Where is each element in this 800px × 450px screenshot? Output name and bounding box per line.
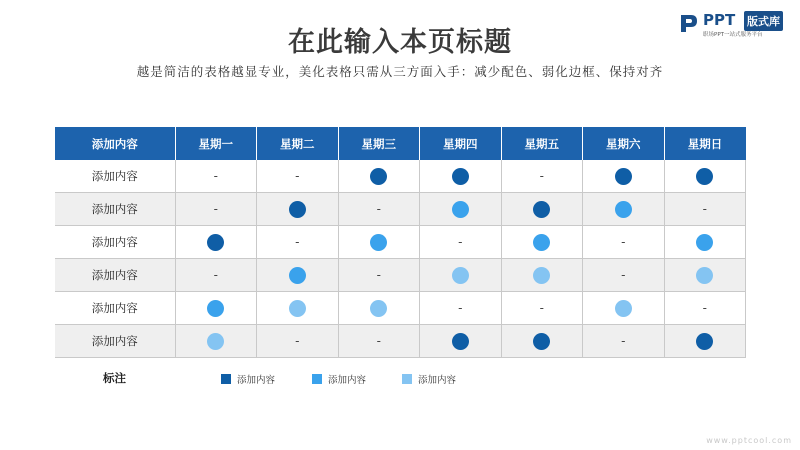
dash-marker: -	[702, 301, 707, 315]
table-cell	[583, 325, 665, 358]
table-cell	[257, 193, 339, 226]
row-label: 添加内容	[55, 259, 175, 292]
status-dot-l1	[533, 201, 550, 218]
table-header-row	[55, 127, 746, 160]
row-label: 添加内容	[55, 325, 175, 358]
ppt-logo-icon	[678, 12, 700, 34]
table-cell	[664, 325, 746, 358]
dash-marker: -	[213, 202, 218, 216]
status-dot-l2	[533, 234, 550, 251]
table-cell	[257, 292, 339, 325]
row-label: 添加内容	[55, 292, 175, 325]
row-label: 添加内容	[55, 193, 175, 226]
status-dot-l3	[696, 267, 713, 284]
table-cell	[175, 259, 257, 292]
status-dot-l3	[289, 300, 306, 317]
dash-marker: -	[458, 301, 463, 315]
legend-swatch	[402, 374, 412, 384]
status-dot-l2	[452, 201, 469, 218]
table-cell	[664, 226, 746, 259]
brand-logo	[678, 10, 796, 40]
legend-item-level1	[221, 372, 275, 386]
status-dot-l1	[615, 168, 632, 185]
schedule-table	[55, 127, 746, 358]
page-subtitle: 越是简洁的表格越显专业，美化表格只需从三方面入手：减少配色、弱化边框、保持对齐	[136, 64, 664, 79]
dash-marker: -	[458, 235, 463, 249]
table-cell	[338, 292, 420, 325]
status-dot-l1	[370, 168, 387, 185]
status-dot-l1	[696, 168, 713, 185]
table-cell	[420, 325, 502, 358]
table-cell	[420, 292, 502, 325]
table-cell	[338, 259, 420, 292]
column-header-day: 星期二	[257, 127, 339, 160]
table-cell	[257, 226, 339, 259]
table-cell	[664, 292, 746, 325]
table-cell	[257, 259, 339, 292]
row-label: 添加内容	[55, 226, 175, 259]
table-cell	[175, 325, 257, 358]
column-header-day: 星期三	[338, 127, 420, 160]
status-dot-l3	[615, 300, 632, 317]
table-cell	[664, 259, 746, 292]
dash-marker: -	[376, 334, 381, 348]
table-row	[55, 292, 746, 325]
table-cell	[420, 193, 502, 226]
dash-marker: -	[621, 334, 626, 348]
dash-marker: -	[295, 334, 300, 348]
table-cell	[583, 292, 665, 325]
status-dot-l2	[207, 300, 224, 317]
table-cell	[501, 259, 583, 292]
table-row	[55, 325, 746, 358]
dash-marker: -	[539, 169, 544, 183]
legend-swatch	[221, 374, 231, 384]
status-dot-l3	[370, 300, 387, 317]
table-cell	[583, 160, 665, 193]
table-cell	[420, 259, 502, 292]
legend-label: 添加内容	[328, 375, 367, 386]
dash-marker: -	[376, 202, 381, 216]
column-header-day: 星期四	[420, 127, 502, 160]
status-dot-l1	[207, 234, 224, 251]
status-dot-l3	[533, 267, 550, 284]
dash-marker: -	[376, 268, 381, 282]
dash-marker: -	[539, 301, 544, 315]
table-cell	[583, 193, 665, 226]
table-cell	[501, 160, 583, 193]
table-cell	[175, 292, 257, 325]
table-cell	[583, 226, 665, 259]
status-dot-l1	[452, 333, 469, 350]
table-row	[55, 160, 746, 193]
column-header-label: 添加内容	[55, 127, 175, 160]
row-label: 添加内容	[55, 160, 175, 193]
status-dot-l2	[696, 234, 713, 251]
column-header-day: 星期六	[583, 127, 665, 160]
table-cell	[257, 160, 339, 193]
table-cell	[338, 325, 420, 358]
column-header-day: 星期一	[175, 127, 257, 160]
status-dot-l1	[289, 201, 306, 218]
table-cell	[420, 160, 502, 193]
table-row	[55, 193, 746, 226]
table-row	[55, 226, 746, 259]
table-cell	[175, 193, 257, 226]
legend-swatch	[312, 374, 322, 384]
dash-marker: -	[213, 169, 218, 183]
page-title: 在此输入本页标题	[288, 27, 512, 58]
table-cell	[501, 292, 583, 325]
legend-item-level3	[402, 372, 456, 386]
status-dot-l2	[370, 234, 387, 251]
logo-badge: 版式库	[744, 11, 783, 31]
dash-marker: -	[295, 169, 300, 183]
table-cell	[583, 259, 665, 292]
table-cell	[338, 226, 420, 259]
dash-marker: -	[295, 235, 300, 249]
table-row	[55, 259, 746, 292]
status-dot-l1	[452, 168, 469, 185]
table-cell	[664, 160, 746, 193]
dash-marker: -	[621, 268, 626, 282]
column-header-day: 星期日	[664, 127, 746, 160]
logo-brand-text: PPT	[703, 11, 736, 29]
dash-marker: -	[213, 268, 218, 282]
legend-item-level2	[312, 372, 366, 386]
status-dot-l2	[615, 201, 632, 218]
column-header-day: 星期五	[501, 127, 583, 160]
legend-title: 标注	[103, 371, 126, 385]
legend-label: 添加内容	[418, 375, 457, 386]
status-dot-l2	[289, 267, 306, 284]
table-cell	[501, 193, 583, 226]
dash-marker: -	[621, 235, 626, 249]
table-cell	[338, 193, 420, 226]
status-dot-l1	[533, 333, 550, 350]
logo-tagline: 职场PPT一站式服务平台	[703, 32, 763, 38]
table-cell	[175, 160, 257, 193]
dash-marker: -	[702, 202, 707, 216]
watermark: www.pptcool.com	[706, 436, 792, 445]
table-cell	[257, 325, 339, 358]
table-cell	[664, 193, 746, 226]
table-cell	[338, 160, 420, 193]
status-dot-l3	[452, 267, 469, 284]
legend-label: 添加内容	[237, 375, 276, 386]
table-cell	[501, 325, 583, 358]
status-dot-l3	[207, 333, 224, 350]
table-cell	[175, 226, 257, 259]
table-cell	[420, 226, 502, 259]
status-dot-l1	[696, 333, 713, 350]
table-cell	[501, 226, 583, 259]
